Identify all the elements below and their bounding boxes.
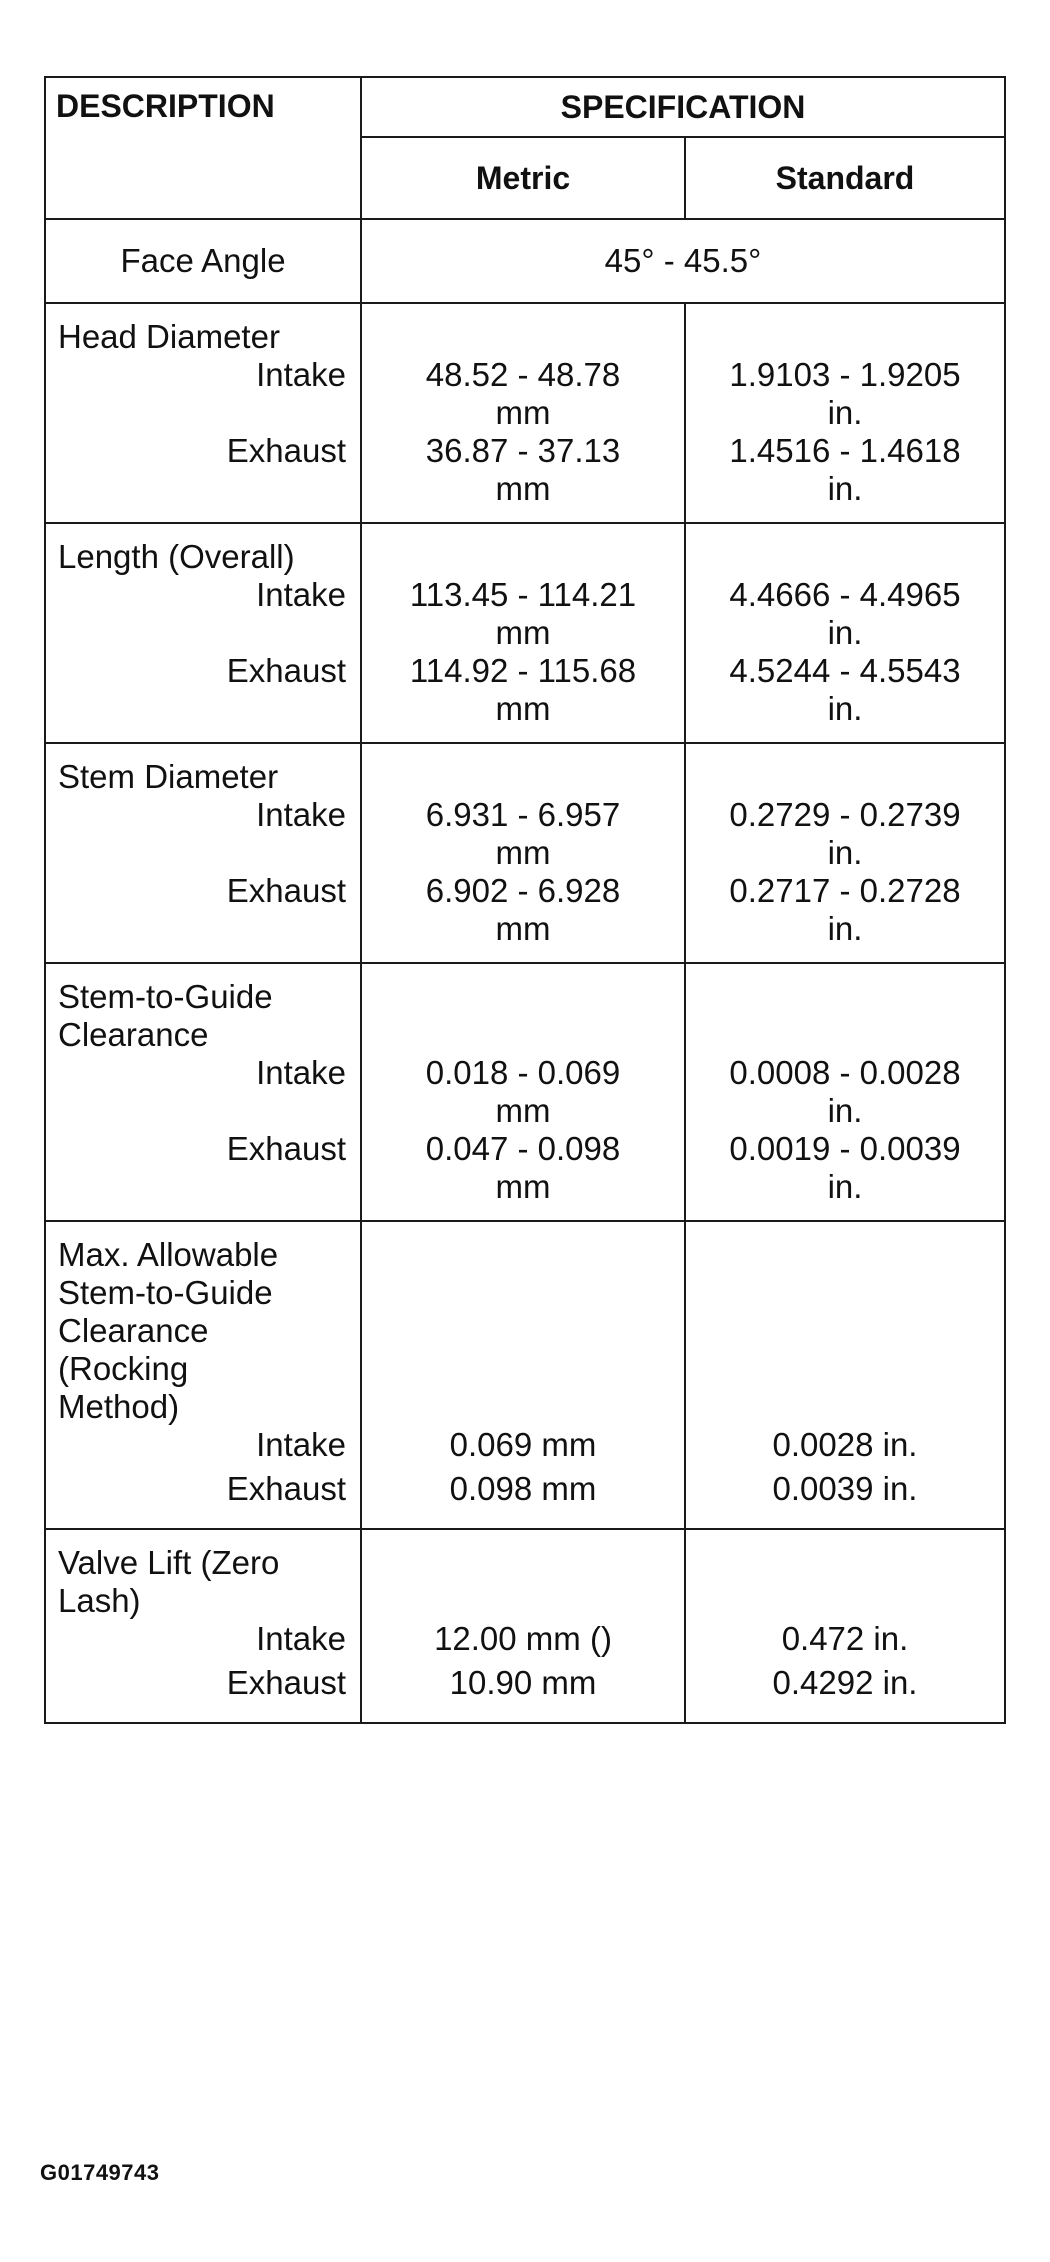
- face-angle-label: Face Angle: [45, 219, 361, 303]
- metric-value-line: 48.52 - 48.78: [425, 356, 621, 393]
- valve-spec-table: [44, 76, 1006, 1724]
- row-name-intake: Intake: [256, 1054, 346, 1091]
- spec-group-row: [45, 1529, 1005, 1723]
- row-name-exhaust: Exhaust: [226, 652, 346, 689]
- metric-value-line: 36.87 - 37.13: [425, 432, 621, 469]
- metric-header: Metric: [361, 137, 685, 219]
- metric-value-line: 0.069 mm: [449, 1426, 597, 1463]
- metric-value-intake: [362, 1620, 684, 1664]
- standard-value-line: 1.4516 - 1.4618: [729, 432, 961, 469]
- metric-value-exhaust: [362, 1130, 684, 1206]
- spec-group-row: [45, 963, 1005, 1221]
- figure-code: G01749743: [40, 2160, 160, 2185]
- standard-value-line: in.: [827, 834, 863, 871]
- group-label-line: Stem Diameter: [58, 758, 279, 795]
- standard-value-cell: [685, 1221, 1005, 1529]
- standard-value-line: 0.0028 in.: [772, 1426, 918, 1463]
- group-description-cell: [45, 743, 361, 963]
- spec-table-frame: [44, 76, 1004, 1724]
- label-spacer: [362, 1236, 684, 1426]
- metric-value-cell: [361, 303, 685, 523]
- standard-value-line: in.: [827, 1168, 863, 1205]
- metric-value-intake: [362, 356, 684, 432]
- standard-value-intake: [686, 1426, 1004, 1470]
- label-spacer: [362, 978, 684, 1054]
- row-name-intake: Intake: [256, 356, 346, 393]
- row-name-exhaust: Exhaust: [226, 872, 346, 909]
- standard-value-line: in.: [827, 470, 863, 507]
- metric-value-line: mm: [495, 614, 551, 651]
- group-description-cell: [45, 303, 361, 523]
- group-description-cell: [45, 1221, 361, 1529]
- standard-value-line: 0.2717 - 0.2728: [729, 872, 961, 909]
- metric-value-exhaust: [362, 652, 684, 728]
- standard-value-line: 4.4666 - 4.4965: [729, 576, 961, 613]
- group-label-line: Method): [58, 1388, 180, 1425]
- standard-value-exhaust: [686, 872, 1004, 948]
- standard-value-line: in.: [827, 910, 863, 947]
- group-label-line: Clearance: [58, 1016, 209, 1053]
- metric-value-line: mm: [495, 690, 551, 727]
- standard-value-intake: [686, 1054, 1004, 1130]
- standard-value-line: 0.0039 in.: [772, 1470, 918, 1507]
- spec-group-row: [45, 1221, 1005, 1529]
- standard-value-line: 0.2729 - 0.2739: [729, 796, 961, 833]
- standard-value-exhaust: [686, 652, 1004, 728]
- label-spacer: [362, 758, 684, 796]
- metric-value-line: mm: [495, 834, 551, 871]
- metric-value-line: 113.45 - 114.21: [409, 576, 637, 613]
- metric-value-line: 0.018 - 0.069: [425, 1054, 621, 1091]
- metric-value-line: 0.098 mm: [449, 1470, 597, 1507]
- standard-value-line: 1.9103 - 1.9205: [729, 356, 961, 393]
- standard-value-exhaust: [686, 432, 1004, 508]
- metric-value-line: mm: [495, 394, 551, 431]
- metric-value-cell: [361, 963, 685, 1221]
- group-label-line: Stem-to-Guide: [58, 1274, 273, 1311]
- group-label-line: Head Diameter: [58, 318, 280, 355]
- standard-header: Standard: [685, 137, 1005, 219]
- standard-value-exhaust: [686, 1664, 1004, 1708]
- standard-value-cell: [685, 743, 1005, 963]
- row-name-intake: Intake: [256, 576, 346, 613]
- standard-value-cell: [685, 303, 1005, 523]
- standard-value-exhaust: [686, 1470, 1004, 1514]
- face-angle-value: 45° - 45.5°: [361, 219, 1005, 303]
- standard-value-cell: [685, 523, 1005, 743]
- metric-value-line: 0.047 - 0.098: [425, 1130, 621, 1167]
- group-label-line: Clearance: [58, 1312, 209, 1349]
- metric-value-line: 6.931 - 6.957: [425, 796, 621, 833]
- group-label-line: (Rocking: [58, 1350, 189, 1387]
- row-name-exhaust: Exhaust: [226, 1470, 346, 1507]
- metric-value-line: mm: [495, 1168, 551, 1205]
- metric-value-exhaust: [362, 432, 684, 508]
- spec-group-row: [45, 743, 1005, 963]
- label-spacer: [686, 538, 1004, 576]
- face-angle-row: [45, 219, 1005, 303]
- group-label-line: Max. Allowable: [58, 1236, 279, 1273]
- metric-value-line: mm: [495, 910, 551, 947]
- label-spacer: [362, 1544, 684, 1620]
- spec-group-row: [45, 303, 1005, 523]
- row-name-exhaust: Exhaust: [226, 1130, 346, 1167]
- spec-group-row: [45, 523, 1005, 743]
- metric-value-line: mm: [495, 470, 551, 507]
- group-description-cell: [45, 963, 361, 1221]
- label-spacer: [686, 978, 1004, 1054]
- standard-value-line: 4.5244 - 4.5543: [729, 652, 961, 689]
- metric-value-line: mm: [495, 1092, 551, 1129]
- standard-value-cell: [685, 1529, 1005, 1723]
- row-name-exhaust: Exhaust: [226, 432, 346, 469]
- standard-value-line: in.: [827, 690, 863, 727]
- row-name-exhaust: Exhaust: [226, 1664, 346, 1701]
- group-label-line: Lash): [58, 1582, 141, 1619]
- standard-value-line: in.: [827, 614, 863, 651]
- label-spacer: [362, 318, 684, 356]
- standard-value-intake: [686, 796, 1004, 872]
- label-spacer: [686, 1236, 1004, 1426]
- standard-value-intake: [686, 1620, 1004, 1664]
- row-name-intake: Intake: [256, 796, 346, 833]
- metric-value-line: 114.92 - 115.68: [409, 652, 637, 689]
- label-spacer: [686, 758, 1004, 796]
- metric-value-line: 12.00 mm (): [434, 1620, 612, 1657]
- standard-value-line: 0.4292 in.: [772, 1664, 918, 1701]
- metric-value-exhaust: [362, 1470, 684, 1514]
- standard-value-line: in.: [827, 1092, 863, 1129]
- label-spacer: [686, 1544, 1004, 1620]
- standard-value-line: 0.0008 - 0.0028: [729, 1054, 961, 1091]
- metric-value-cell: [361, 523, 685, 743]
- label-spacer: [362, 538, 684, 576]
- row-name-intake: Intake: [256, 1426, 346, 1463]
- standard-value-line: in.: [827, 394, 863, 431]
- metric-value-line: 10.90 mm: [449, 1664, 597, 1701]
- metric-value-intake: [362, 1426, 684, 1470]
- standard-value-intake: [686, 356, 1004, 432]
- metric-value-exhaust: [362, 872, 684, 948]
- group-label-line: Valve Lift (Zero: [58, 1544, 280, 1581]
- standard-value-line: 0.472 in.: [781, 1620, 909, 1657]
- metric-value-cell: [361, 1529, 685, 1723]
- standard-value-cell: [685, 963, 1005, 1221]
- label-spacer: [686, 318, 1004, 356]
- description-header: DESCRIPTION: [45, 77, 361, 219]
- specification-header: SPECIFICATION: [361, 77, 1005, 137]
- metric-value-cell: [361, 1221, 685, 1529]
- standard-value-intake: [686, 576, 1004, 652]
- metric-value-intake: [362, 1054, 684, 1130]
- metric-value-line: 6.902 - 6.928: [425, 872, 621, 909]
- metric-value-exhaust: [362, 1664, 684, 1708]
- group-description-cell: [45, 523, 361, 743]
- group-label-line: Stem-to-Guide: [58, 978, 273, 1015]
- standard-value-exhaust: [686, 1130, 1004, 1206]
- group-label-line: Length (Overall): [58, 538, 295, 575]
- metric-value-cell: [361, 743, 685, 963]
- metric-value-intake: [362, 576, 684, 652]
- row-name-intake: Intake: [256, 1620, 346, 1657]
- group-description-cell: [45, 1529, 361, 1723]
- standard-value-line: 0.0019 - 0.0039: [729, 1130, 961, 1167]
- metric-value-intake: [362, 796, 684, 872]
